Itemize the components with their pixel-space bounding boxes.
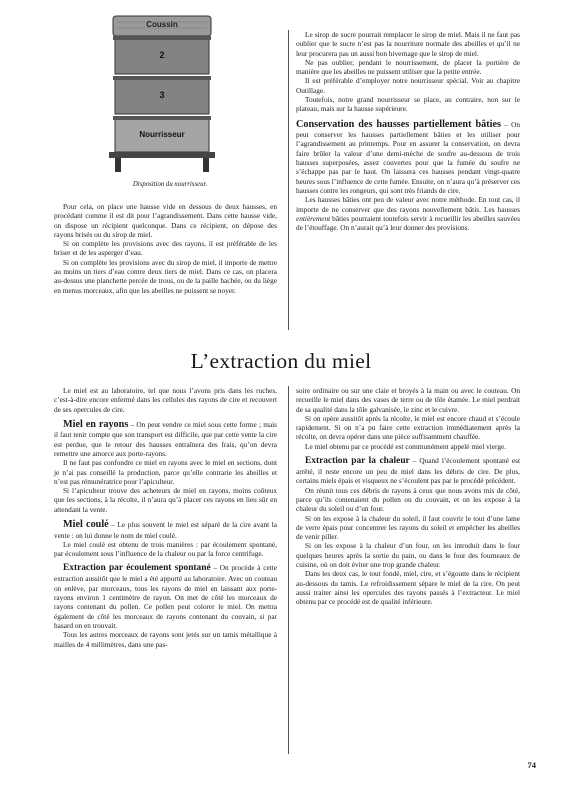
section-conservation <box>296 119 520 196</box>
page-number: 74 <box>527 760 536 770</box>
illustration-caption: Disposition du nourrisseur. <box>132 181 208 188</box>
nourrisseur-illustration <box>103 12 221 174</box>
paragraph: soire ordinaire ou sur une claie et broyés à la main ou avec le couteau. On recueille le miel dans des vases de terre ou de tôle étamée. Le miel perdrait de sa qualité dans la tôle galvanisée, le zinc et le cuivre. <box>296 386 520 414</box>
section-miel-coule: Miel coulé – Le plus souvent le miel est séparé de la cire avant la vente : on lui donne le nom de miel coulé. <box>54 519 277 540</box>
section-heading: Extraction par écoulement spontané <box>63 563 211 574</box>
paragraph: Si l’apiculteur trouve des acheteurs de miel en rayons, moins coûteux que les sections, à la récolte, il n’aura qu’à placer ces rayons en lieu sûr en attendant la vente. <box>54 486 277 514</box>
section-heading: Miel en rayons <box>63 418 129 430</box>
section-miel-en-rayons: Miel en rayons – On peut vendre ce miel sous cette forme ; mais il faut tenir compte que son transport est difficile, que par cette vente la cire est perdue, que le retour des hausses entraînera des frais, qu’on devra remettre une amorce aux porte-rayons. <box>54 418 278 458</box>
paragraph: Pour cela, on place une hausse vide en dessous de deux hausses, en procédant comme il est dit pour l’agrandissement. Dans cette hausse vide, on dispose un récipient quelconque. Dans ce récipient, on dépose des rayons brisés ou du sirop de miel. <box>54 202 277 239</box>
column-divider-top <box>288 30 289 330</box>
paragraph: On réunit tous ces débris de rayons à ceux que nous avons mis de côté, parce qu’ils contenaient du pollen ou du couvain, et on les expose à la chaleur du soleil ou d’un four. <box>296 485 520 514</box>
illu-label-3: 3 <box>159 90 165 100</box>
paragraph: Le sirop de sucre pourrait remplacer le sirop de miel. Mais il ne faut pas oublier que le sucre n’est pas la nourriture normale des abeilles et qu’il ne leur procurera pas un aussi bon hivernage que le sirop de miel. <box>296 30 520 58</box>
paragraph: Tous les autres morceaux de rayons sont jetés sur un tamis métallique à mailles de 4 millimètres, dans une pas- <box>54 630 277 649</box>
column-divider-bottom <box>288 386 289 754</box>
bottom-right-column <box>296 386 520 607</box>
section-extraction-chaleur: Extraction par la chaleur – Quand l’écoulement spontané est arrêté, il reste encore un peu de miel dans les débris de cire. De plus, certains miels épais et visqueux ne s’écoulent pas par le procédé précédent. <box>296 456 521 486</box>
illu-label-2: 2 <box>159 50 165 60</box>
paragraph: Si on opère aussitôt après la récolte, le miel est encore chaud et s’écoule rapidement. Si on n’a pu faire cette extraction immédiatement après la récolte, on devra opérer dans une pièce suffisamment chauffée. <box>296 413 520 442</box>
bottom-left-column <box>54 386 277 649</box>
section-ecoulement-spontane: Extraction par écoulement spontané – On procède à cette extraction aussitôt que le miel a été apporté au laboratoire. Avec un couteau on enlève, par morceaux, tous les rayons de miel en laissant aux porte-rayons environ 1 centimètre de rayon. On met de côté les morceaux de rayons contenant du pollen. Ce pollen peut colorer le miel. On mettra également de côté les morceaux de rayons contenant du couvain, si par hasard on en trouvait. <box>54 563 277 630</box>
paragraph: Le miel est au laboratoire, tel que nous l’avons pris dans les ruches, c’est-à-dire encore enfermé dans les cellules des rayons de cire et recouvert de ses opercules de cire. <box>54 386 277 414</box>
paragraph: Si on complète les provisions avec des rayons, il est préférable de les briser et de les asperger d’eau. <box>54 239 277 258</box>
section-text: – On peut conserver les hausses partiellement bâties et les utiliser pour l’agrandissement au printemps. Pour en assurer la conservation, on devra faire brûler la valeur d’une demi-mèche de soufre au-dessous de trois hausses superposées, assez couvertes pour que la fumée du soufre ne s’échappe pas par le haut. On laissera ces hausses pendant vingt-quatre heures sous l’influence de cette fumée. Ensuite, on n’aura qu’à préserver ces hausses contre les rongeurs, qui sont très friands de cire. <box>296 119 521 195</box>
paragraph: Si on les expose à la chaleur d’un four, on les introduit dans le four quelques heures après la sortie du pain, ou dans le four des fourneaux de cuisine, où on doit éviter une trop grande chaleur. <box>296 541 520 570</box>
paragraph: Dans les deux cas, le tout fondé, miel, cire, et s’égoutte dans le récipient au-dessous du tamis. Le refroidissement sépare le miel de la cire. On peut aussi traiter ainsi les opercules des rayons passés à l’extracteur. Le miel obtenu par ce procédé est de qualité inférieure. <box>296 569 520 607</box>
paragraph: Le miel coulé est obtenu de trois manières : par écoulement spontané, par écoulement sous l’influence de la chaleur ou par la force centrifuge. <box>54 539 277 559</box>
paragraph: Si on les expose à la chaleur du soleil, il faut couvrir le tout d’une lame de verre épais pour concentrer les rayons du soleil et empêcher les abeilles de venir piller. <box>296 513 520 542</box>
section-heading: Extraction par la chaleur <box>305 456 410 467</box>
illu-label-nourrisseur: Nourrisseur <box>139 130 185 139</box>
chapter-title: L’extraction du miel <box>190 349 372 373</box>
paragraph: Le miel obtenu par ce procédé est communément appelé miel vierge. <box>305 441 507 451</box>
top-left-column <box>54 202 277 295</box>
paragraph: Il est préférable d’employer notre nourrisseur spécial. Voir au chapitre Outillage. <box>296 76 520 95</box>
paragraph: Ne pas oublier, pendant le nourrissement, de placer la portière de manière que les abeilles ne puissent utiliser que la petite entrée. <box>296 57 520 77</box>
paragraph: Il ne faut pas confondre ce miel en rayons avec le miel en sections, dont je n’ai pas conseillé la production, parce qu’elle contrarie les abeilles et n’est pas rémunératrice pour l’apiculteur. <box>54 458 277 486</box>
section-heading: Miel coulé <box>63 519 109 531</box>
paragraph: Toutefois, notre grand nourrisseur se place, au contraire, non sur le plateau, mais sur la hausse supérieure. <box>296 95 520 114</box>
illu-label-coussin: Coussin <box>146 20 178 29</box>
section-heading: Conservation des hausses partiellement bâties <box>296 118 501 130</box>
paragraph: Si on complète les provisions avec du sirop de miel, il importe de mettre au moins un tiers d’eau contre deux tiers de miel. Dans ce cas, on placera au-dessus une planchette percée de trous, ou de la paille hachée, ou du liège en menus morceaux, afin que les abeilles ne puissent se noyer. <box>54 257 277 295</box>
paragraph: Les hausses bâties ont peu de valeur avec notre méthode. En tout cas, il importe de ne conserver que des rayons nouvellement bâtis. Les hausses entièrement bâties pourraient toutefois servir à recueillir les abeilles sauvées de l’étouffage. On n’aurait qu’à leur donner des provisions. <box>296 195 520 233</box>
top-right-column <box>296 30 520 232</box>
